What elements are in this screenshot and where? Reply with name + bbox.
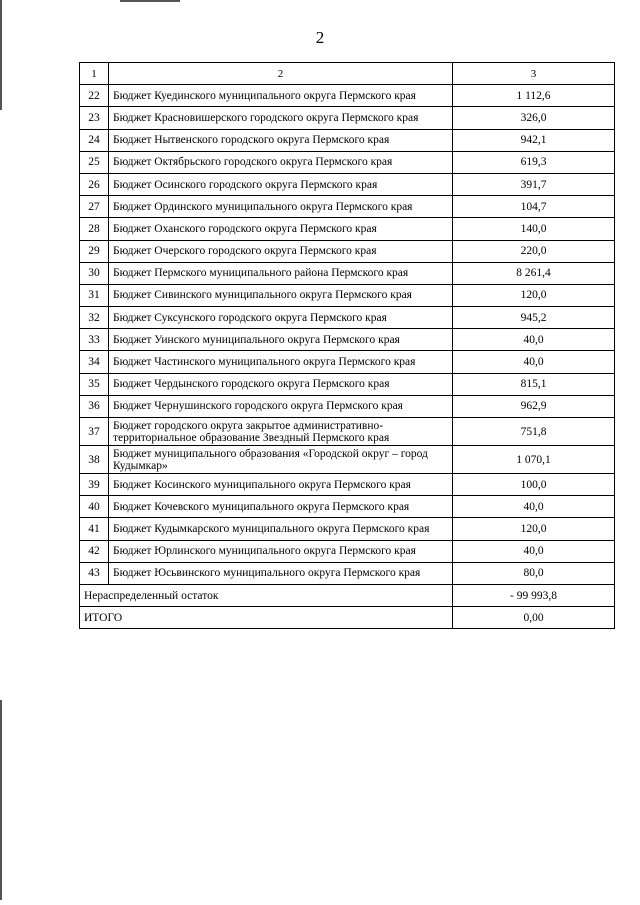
unallocated-row — [80, 584, 615, 606]
table-header-row — [80, 63, 615, 85]
table-row — [80, 351, 615, 373]
header-col-value: 3 — [453, 63, 615, 85]
row-budget-name: Бюджет Пермского муниципального района Пермского края — [109, 262, 453, 284]
budget-allocation-table — [79, 62, 615, 629]
row-budget-name: Бюджет Куединского муниципального округа Пермского края — [109, 85, 453, 107]
table-row — [80, 562, 615, 584]
row-amount: 962,9 — [453, 395, 615, 417]
row-amount: 140,0 — [453, 218, 615, 240]
table-row — [80, 196, 615, 218]
row-number: 31 — [80, 284, 109, 306]
row-budget-name: Бюджет Суксунского городского округа Пермского края — [109, 307, 453, 329]
row-budget-name: Бюджет Уинского муниципального округа Пермского края — [109, 329, 453, 351]
row-budget-name: Бюджет муниципального образования «Городской округ – город Кудымкар» — [109, 446, 453, 474]
table-row — [80, 107, 615, 129]
row-budget-name: Бюджет Кудымкарского муниципального округа Пермского края — [109, 518, 453, 540]
row-budget-name: Бюджет Нытвенского городского округа Пермского края — [109, 129, 453, 151]
page-number: 2 — [315, 28, 325, 47]
row-number: 27 — [80, 196, 109, 218]
row-amount: 326,0 — [453, 107, 615, 129]
table-row — [80, 540, 615, 562]
row-amount: 942,1 — [453, 129, 615, 151]
header-col-number: 1 — [80, 63, 109, 85]
row-number: 30 — [80, 262, 109, 284]
scan-edge-top-mark — [120, 0, 180, 2]
table-row — [80, 496, 615, 518]
table-row — [80, 173, 615, 195]
total-row — [80, 607, 615, 629]
row-amount: 40,0 — [453, 540, 615, 562]
table-row — [80, 474, 615, 496]
row-amount: 619,3 — [453, 151, 615, 173]
row-amount: 751,8 — [453, 418, 615, 446]
row-number: 43 — [80, 562, 109, 584]
row-budget-name: Бюджет Оханского городского округа Пермского края — [109, 218, 453, 240]
total-label: ИТОГО — [80, 607, 453, 629]
row-amount: 104,7 — [453, 196, 615, 218]
row-number: 37 — [80, 418, 109, 446]
header-col-name: 2 — [109, 63, 453, 85]
row-amount: 220,0 — [453, 240, 615, 262]
row-number: 38 — [80, 446, 109, 474]
row-number: 28 — [80, 218, 109, 240]
row-number: 33 — [80, 329, 109, 351]
row-amount: 100,0 — [453, 474, 615, 496]
table-row — [80, 395, 615, 417]
row-amount: 8 261,4 — [453, 262, 615, 284]
row-number: 24 — [80, 129, 109, 151]
row-number: 40 — [80, 496, 109, 518]
row-budget-name: Бюджет городского округа закрытое административно-территориальное образование Звездный Пермского края — [109, 418, 453, 446]
unallocated-amount: - 99 993,8 — [453, 584, 615, 606]
row-number: 35 — [80, 373, 109, 395]
table-row — [80, 129, 615, 151]
row-budget-name: Бюджет Очерского городского округа Пермского края — [109, 240, 453, 262]
table-row — [80, 446, 615, 474]
row-amount: 1 070,1 — [453, 446, 615, 474]
row-budget-name: Бюджет Юрлинского муниципального округа Пермского края — [109, 540, 453, 562]
row-number: 22 — [80, 85, 109, 107]
table-row — [80, 85, 615, 107]
row-budget-name: Бюджет Чернушинского городского округа Пермского края — [109, 395, 453, 417]
row-number: 23 — [80, 107, 109, 129]
row-number: 36 — [80, 395, 109, 417]
row-number: 34 — [80, 351, 109, 373]
row-number: 41 — [80, 518, 109, 540]
row-amount: 945,2 — [453, 307, 615, 329]
row-amount: 120,0 — [453, 518, 615, 540]
row-budget-name: Бюджет Юсьвинского муниципального округа Пермского края — [109, 562, 453, 584]
table-row — [80, 518, 615, 540]
row-budget-name: Бюджет Частинского муниципального округа Пермского края — [109, 351, 453, 373]
row-amount: 120,0 — [453, 284, 615, 306]
row-amount: 80,0 — [453, 562, 615, 584]
row-budget-name: Бюджет Октябрьского городского округа Пермского края — [109, 151, 453, 173]
row-budget-name: Бюджет Кочевского муниципального округа Пермского края — [109, 496, 453, 518]
row-budget-name: Бюджет Сивинского муниципального округа Пермского края — [109, 284, 453, 306]
table-row — [80, 240, 615, 262]
row-budget-name: Бюджет Ординского муниципального округа Пермского края — [109, 196, 453, 218]
row-number: 42 — [80, 540, 109, 562]
table-row — [80, 151, 615, 173]
row-amount: 40,0 — [453, 351, 615, 373]
row-amount: 40,0 — [453, 329, 615, 351]
table-row — [80, 307, 615, 329]
table-row — [80, 262, 615, 284]
table-row — [80, 284, 615, 306]
row-number: 39 — [80, 474, 109, 496]
row-number: 26 — [80, 173, 109, 195]
row-amount: 40,0 — [453, 496, 615, 518]
row-amount: 815,1 — [453, 373, 615, 395]
row-amount: 1 112,6 — [453, 85, 615, 107]
total-amount: 0,00 — [453, 607, 615, 629]
row-number: 32 — [80, 307, 109, 329]
row-budget-name: Бюджет Осинского городского округа Пермского края — [109, 173, 453, 195]
table-row — [80, 218, 615, 240]
row-amount: 391,7 — [453, 173, 615, 195]
row-budget-name: Бюджет Красновишерского городского округа Пермского края — [109, 107, 453, 129]
unallocated-label: Нераспределенный остаток — [80, 584, 453, 606]
scan-edge-left-mark-lower — [0, 700, 2, 900]
row-budget-name: Бюджет Косинского муниципального округа Пермского края — [109, 474, 453, 496]
scan-edge-left-mark — [0, 0, 2, 110]
table-row — [80, 329, 615, 351]
row-budget-name: Бюджет Чердынского городского округа Пермского края — [109, 373, 453, 395]
row-number: 25 — [80, 151, 109, 173]
table-row — [80, 418, 615, 446]
row-number: 29 — [80, 240, 109, 262]
table-row — [80, 373, 615, 395]
